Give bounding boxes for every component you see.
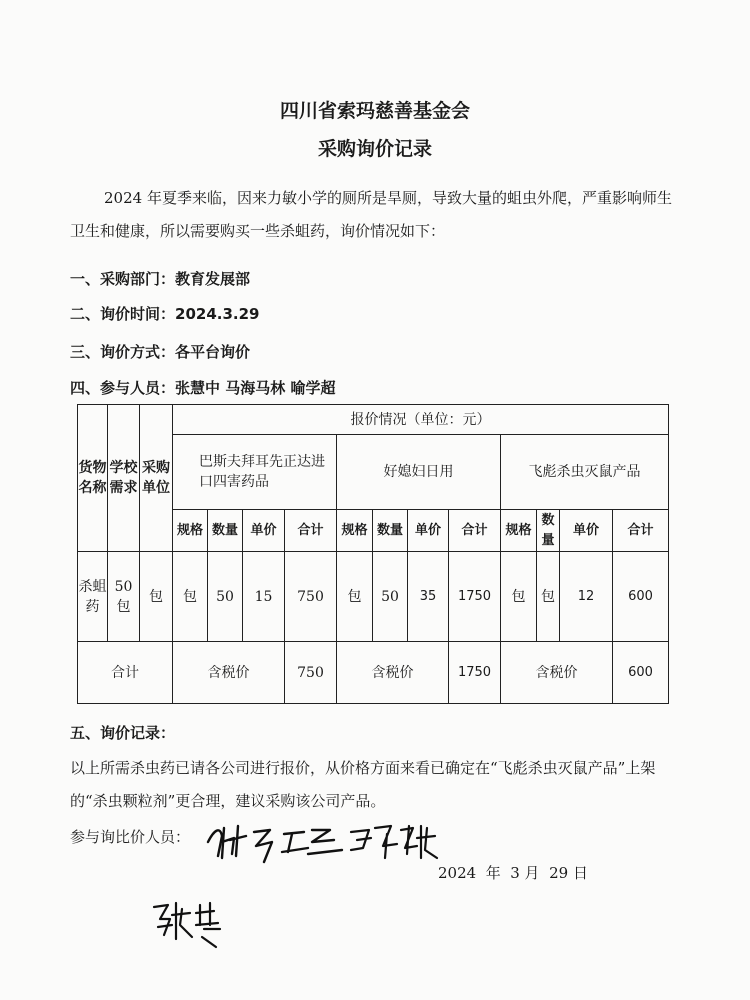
document-date: 2024 年 3 月 29 日 bbox=[438, 864, 588, 882]
s3-price: 12 bbox=[560, 552, 613, 642]
s1-qty: 50 bbox=[208, 552, 243, 642]
s3-price-header: 单价 bbox=[560, 510, 613, 552]
s3-spec-header: 规格 bbox=[501, 510, 537, 552]
s1-qty-header: 数量 bbox=[208, 510, 243, 552]
s1-tax-label: 含税价 bbox=[173, 642, 285, 704]
s3-spec: 包 bbox=[501, 552, 537, 642]
header-school-need: 学校需求 bbox=[108, 405, 140, 552]
s2-qty: 50 bbox=[373, 552, 408, 642]
purchase-dept-value: 教育发展部 bbox=[175, 270, 251, 288]
signature-1-image bbox=[200, 812, 350, 872]
s2-price: 35 bbox=[408, 552, 449, 642]
inquiry-method-line bbox=[70, 341, 250, 362]
signature-2-image bbox=[343, 818, 443, 872]
s3-total-header: 合计 bbox=[613, 510, 669, 552]
s3-total-tax: 600 bbox=[613, 642, 669, 704]
header-quote-situation: 报价情况（单位：元） bbox=[173, 405, 669, 435]
s2-total-header: 合计 bbox=[449, 510, 501, 552]
s2-spec: 包 bbox=[337, 552, 373, 642]
s2-total-tax: 1750 bbox=[449, 642, 501, 704]
supplier-1-name: 巴斯夫拜耳先正达进口四害药品 bbox=[173, 435, 337, 510]
s1-price: 15 bbox=[243, 552, 285, 642]
s1-spec-header: 规格 bbox=[173, 510, 208, 552]
signature-3-image bbox=[148, 895, 228, 955]
s3-tax-label: 含税价 bbox=[501, 642, 613, 704]
supplier-2-name: 好媳妇日用 bbox=[337, 435, 501, 510]
s2-spec-header: 规格 bbox=[337, 510, 373, 552]
s1-total: 750 bbox=[285, 552, 337, 642]
inquiry-method-label: 三、询价方式： bbox=[70, 343, 176, 361]
purchase-dept-line bbox=[70, 268, 250, 289]
total-label: 合计 bbox=[78, 642, 173, 704]
header-purchase-unit: 采购单位 bbox=[140, 405, 173, 552]
record-label: 五、询价记录： bbox=[70, 724, 176, 742]
intro-paragraph: 2024 年夏季来临，因来力敏小学的厕所是旱厕，导致大量的蛆虫外爬，严重影响师生卫生和健康，所以需要购买一些杀蛆药，询价情况如下： bbox=[70, 189, 672, 240]
signers-label: 参与询比价人员： bbox=[70, 828, 191, 846]
s1-total-header: 合计 bbox=[285, 510, 337, 552]
purchase-dept-label: 一、采购部门： bbox=[70, 270, 176, 288]
inquiry-time-label: 二、询价时间： bbox=[70, 305, 176, 323]
supplier-3-name: 飞彪杀虫灭鼠产品 bbox=[501, 435, 669, 510]
s1-total-tax: 750 bbox=[285, 642, 337, 704]
s1-price-header: 单价 bbox=[243, 510, 285, 552]
s2-total: 1750 bbox=[449, 552, 501, 642]
s2-price-header: 单价 bbox=[408, 510, 449, 552]
row-goods: 杀蛆药 bbox=[78, 552, 108, 642]
quote-table bbox=[77, 404, 669, 704]
s2-qty-header: 数量 bbox=[373, 510, 408, 552]
participants-line bbox=[70, 377, 335, 398]
s1-spec: 包 bbox=[173, 552, 208, 642]
org-title: 四川省索玛慈善基金会 bbox=[279, 100, 470, 122]
participants-label: 四、参与人员： bbox=[70, 379, 176, 397]
s3-qty: 包 bbox=[537, 552, 560, 642]
inquiry-time-line bbox=[70, 303, 259, 324]
participants-value: 张慧中 马海马林 喻学超 bbox=[175, 379, 336, 397]
row-unit: 包 bbox=[140, 552, 173, 642]
header-goods-name: 货物名称 bbox=[78, 405, 108, 552]
s3-total: 600 bbox=[613, 552, 669, 642]
inquiry-time-value: 2024.3.29 bbox=[175, 305, 260, 323]
row-need: 50包 bbox=[108, 552, 140, 642]
document-title: 采购询价记录 bbox=[317, 138, 432, 160]
s3-qty-header: 数量 bbox=[537, 510, 560, 552]
s2-tax-label: 含税价 bbox=[337, 642, 449, 704]
record-paragraph: 以上所需杀虫药已请各公司进行报价，从价格方面来看已确定在“飞彪杀虫灭鼠产品”上架的“杀虫颗粒剂”更合理，建议采购该公司产品。 bbox=[70, 759, 656, 810]
inquiry-method-value: 各平台询价 bbox=[175, 343, 251, 361]
